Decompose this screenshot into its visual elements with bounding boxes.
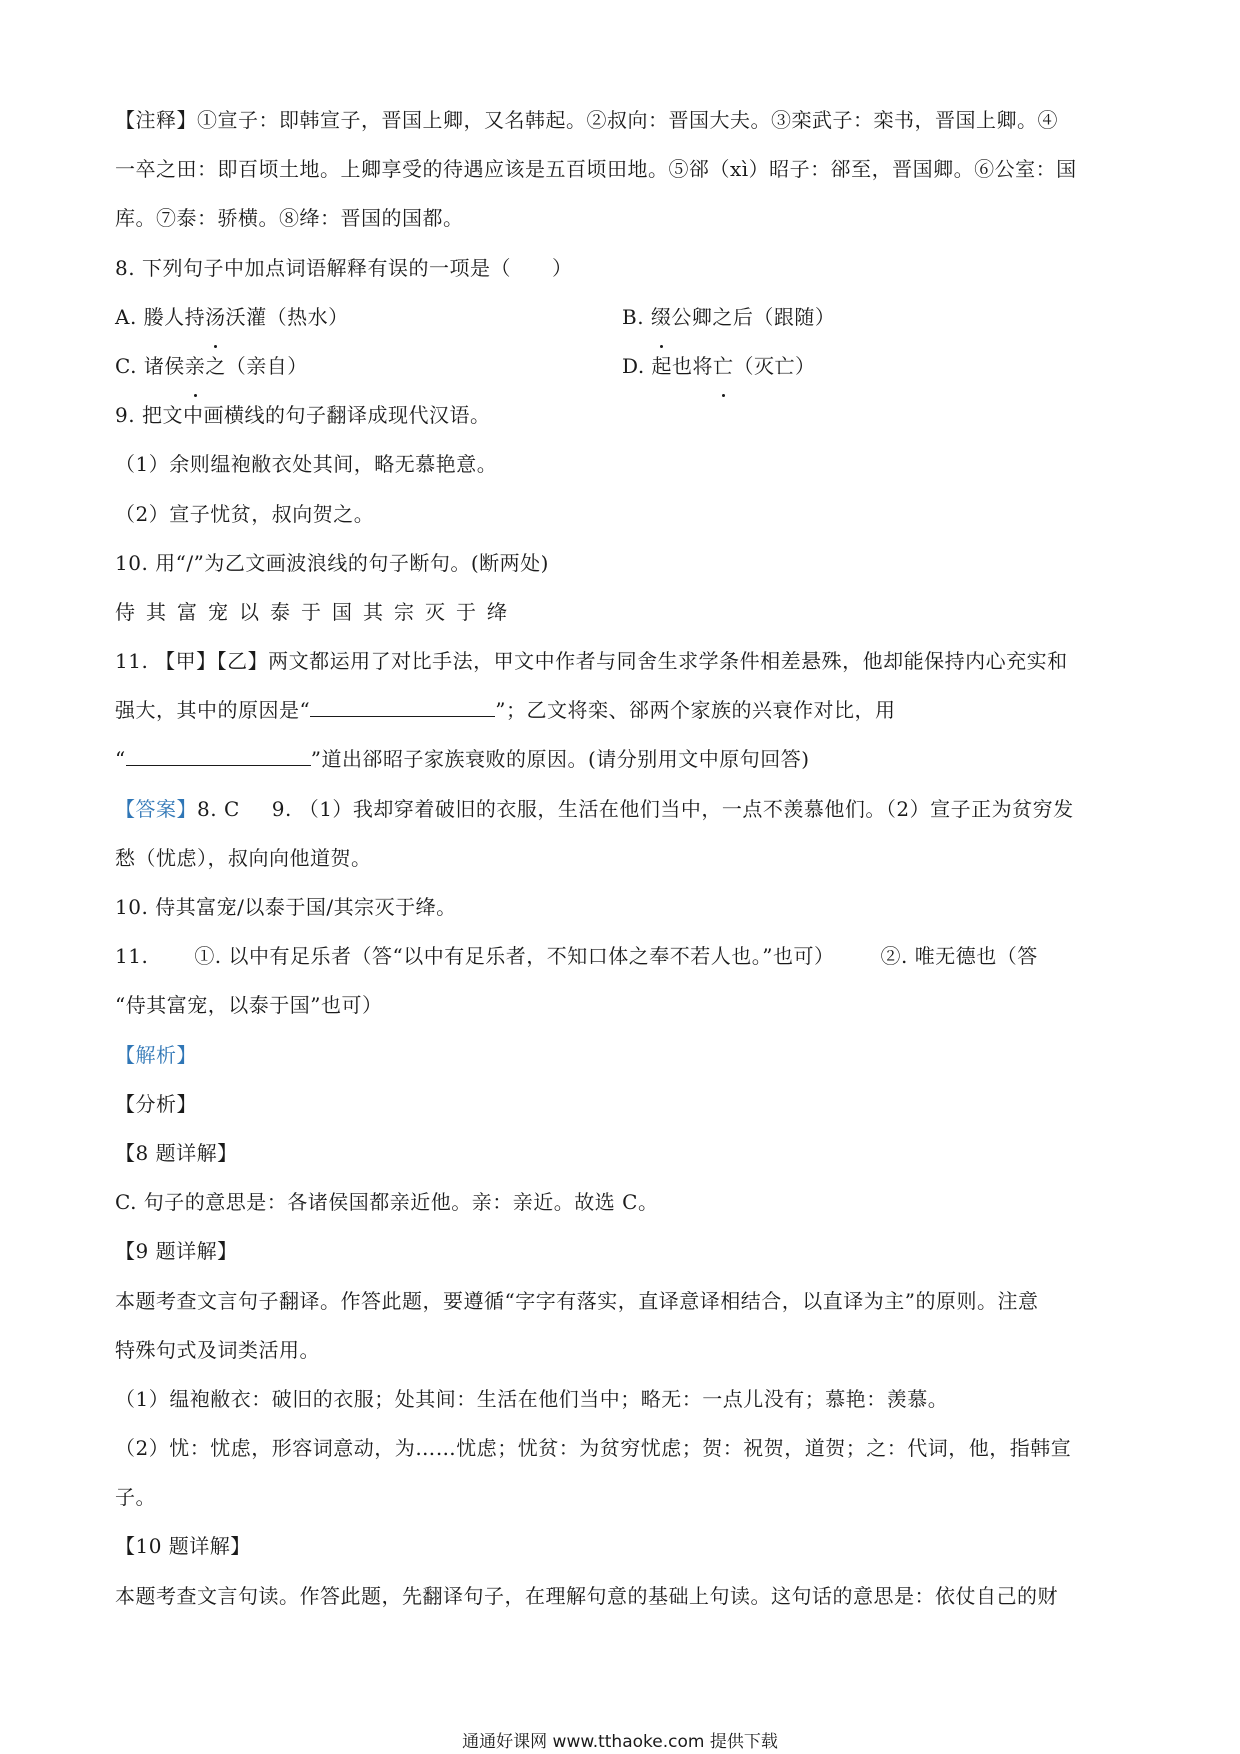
- analysis-heading: 【分析】: [115, 1091, 197, 1116]
- question-9-sentence-1: （1）余则缊袍敝衣处其间，略无慕艳意。: [115, 452, 498, 477]
- answer-tag: 【答案】: [115, 796, 197, 821]
- answer-line-3: 10. 侍其富宠/以泰于国/其宗灭于绛。: [115, 895, 457, 919]
- q8-detail-heading: 【8 题详解】: [115, 1140, 238, 1165]
- q9-detail-line-1: 本题考查文言句子翻译。作答此题，要遵循“字字有落实，直译意译相结合，以直译为主”的原则。注意: [115, 1288, 1039, 1313]
- option-d: D. 起也将亡（灭亡）: [622, 342, 816, 391]
- notes-line-2: 一卒之田：即百顷土地。上卿享受的待遇应该是五百顷田地。⑤郤（xì）昭子：郤至，晋国卿。⑥公室：国: [115, 157, 1077, 182]
- question-11-line-3: “ ”道出郤昭子家族衰败的原因。(请分别用文中原句回答): [115, 735, 1130, 784]
- document-page: [115, 96, 1130, 1621]
- option-b: B. 缀公卿之后（跟随）: [622, 293, 835, 342]
- answer-line-2: 愁（忧虑），叔向向他道贺。: [115, 845, 372, 870]
- dotted-word: 亡: [713, 342, 734, 391]
- q10-detail-heading: 【10 题详解】: [115, 1534, 251, 1559]
- question-9-sentence-2: （2）宣子忧贫，叔向贺之。: [115, 501, 375, 526]
- q9-detail-line-2: 特殊句式及词类活用。: [115, 1337, 320, 1362]
- dotted-word: 亲: [185, 342, 206, 391]
- answer-blank-1: [310, 694, 495, 717]
- q9-detail-sentence-1: （1）缊袍敝衣：破旧的衣服；处其间：生活在他们当中；略无：一点儿没有；慕艳：羡慕。: [115, 1386, 949, 1411]
- footer-watermark: 通通好课网 www.tthaoke.com 提供下载: [462, 1732, 778, 1752]
- answer-line-4: 11. ①. 以中有足乐者（答“以中有足乐者，不知口体之奉不若人也。”也可） ②. 唯无德也（答: [115, 944, 1038, 969]
- q8-detail: C. 句子的意思是：各诸侯国都亲近他。亲：亲近。故选 C。: [115, 1190, 659, 1215]
- option-c: C. 诸侯亲之（亲自）: [115, 342, 622, 391]
- question-8-options-row-1: [115, 293, 1130, 342]
- notes-line-3: 库。⑦泰：骄横。⑧绛：晋国的国都。: [115, 206, 464, 231]
- question-10-sentence: 侍其富宠以泰于国其宗灭于绛: [115, 599, 518, 624]
- question-11-line-2: 强大，其中的原因是“ ”；乙文将栾、郤两个家族的兴衰作对比，用: [115, 686, 1130, 735]
- question-8-options-row-2: [115, 342, 1130, 391]
- option-a: A. 媵人持汤沃灌（热水）: [115, 293, 622, 342]
- q9-detail-sentence-2-line-2: 子。: [115, 1485, 156, 1510]
- answer-blank-2: [126, 743, 311, 766]
- q9-detail-sentence-2-line-1: （2）忧：忧虑，形容词意动，为……忧虑；忧贫：为贫穷忧虑；贺：祝贺，道贺；之：代词，他，指韩宣: [115, 1436, 1072, 1461]
- notes-line-1: 【注释】①宣子：即韩宣子，晋国上卿，又名韩起。②叔向：晋国大夫。③栾武子：栾书，晋国上卿。④: [115, 108, 1058, 132]
- question-11-line-1: 11. 【甲】【乙】两文都运用了对比手法，甲文中作者与同舍生求学条件相差悬殊，他却能保持内心充实和: [115, 649, 1068, 674]
- question-10-stem: 10. 用“/”为乙文画波浪线的句子断句。(断两处): [115, 550, 549, 575]
- answer-line-5: “侍其富宠，以泰于国”也可）: [115, 993, 383, 1018]
- dotted-word: 缀: [651, 293, 672, 342]
- q9-detail-heading: 【9 题详解】: [115, 1239, 238, 1264]
- dotted-word: 汤: [205, 293, 226, 342]
- question-8-stem: 8. 下列句子中加点词语解释有误的一项是（ ）: [115, 255, 573, 280]
- question-9-stem: 9. 把文中画横线的句子翻译成现代汉语。: [115, 403, 491, 428]
- answer-line-1: 【答案】8. C 9. （1）我却穿着破旧的衣服，生活在他们当中，一点不羡慕他们。（2）宣子正为贫穷发: [115, 796, 1074, 821]
- q10-detail-line-1: 本题考查文言句读。作答此题，先翻译句子，在理解句意的基础上句读。这句话的意思是：依仗自己的财: [115, 1583, 1058, 1608]
- analysis-tag: 【解析】: [115, 1042, 197, 1067]
